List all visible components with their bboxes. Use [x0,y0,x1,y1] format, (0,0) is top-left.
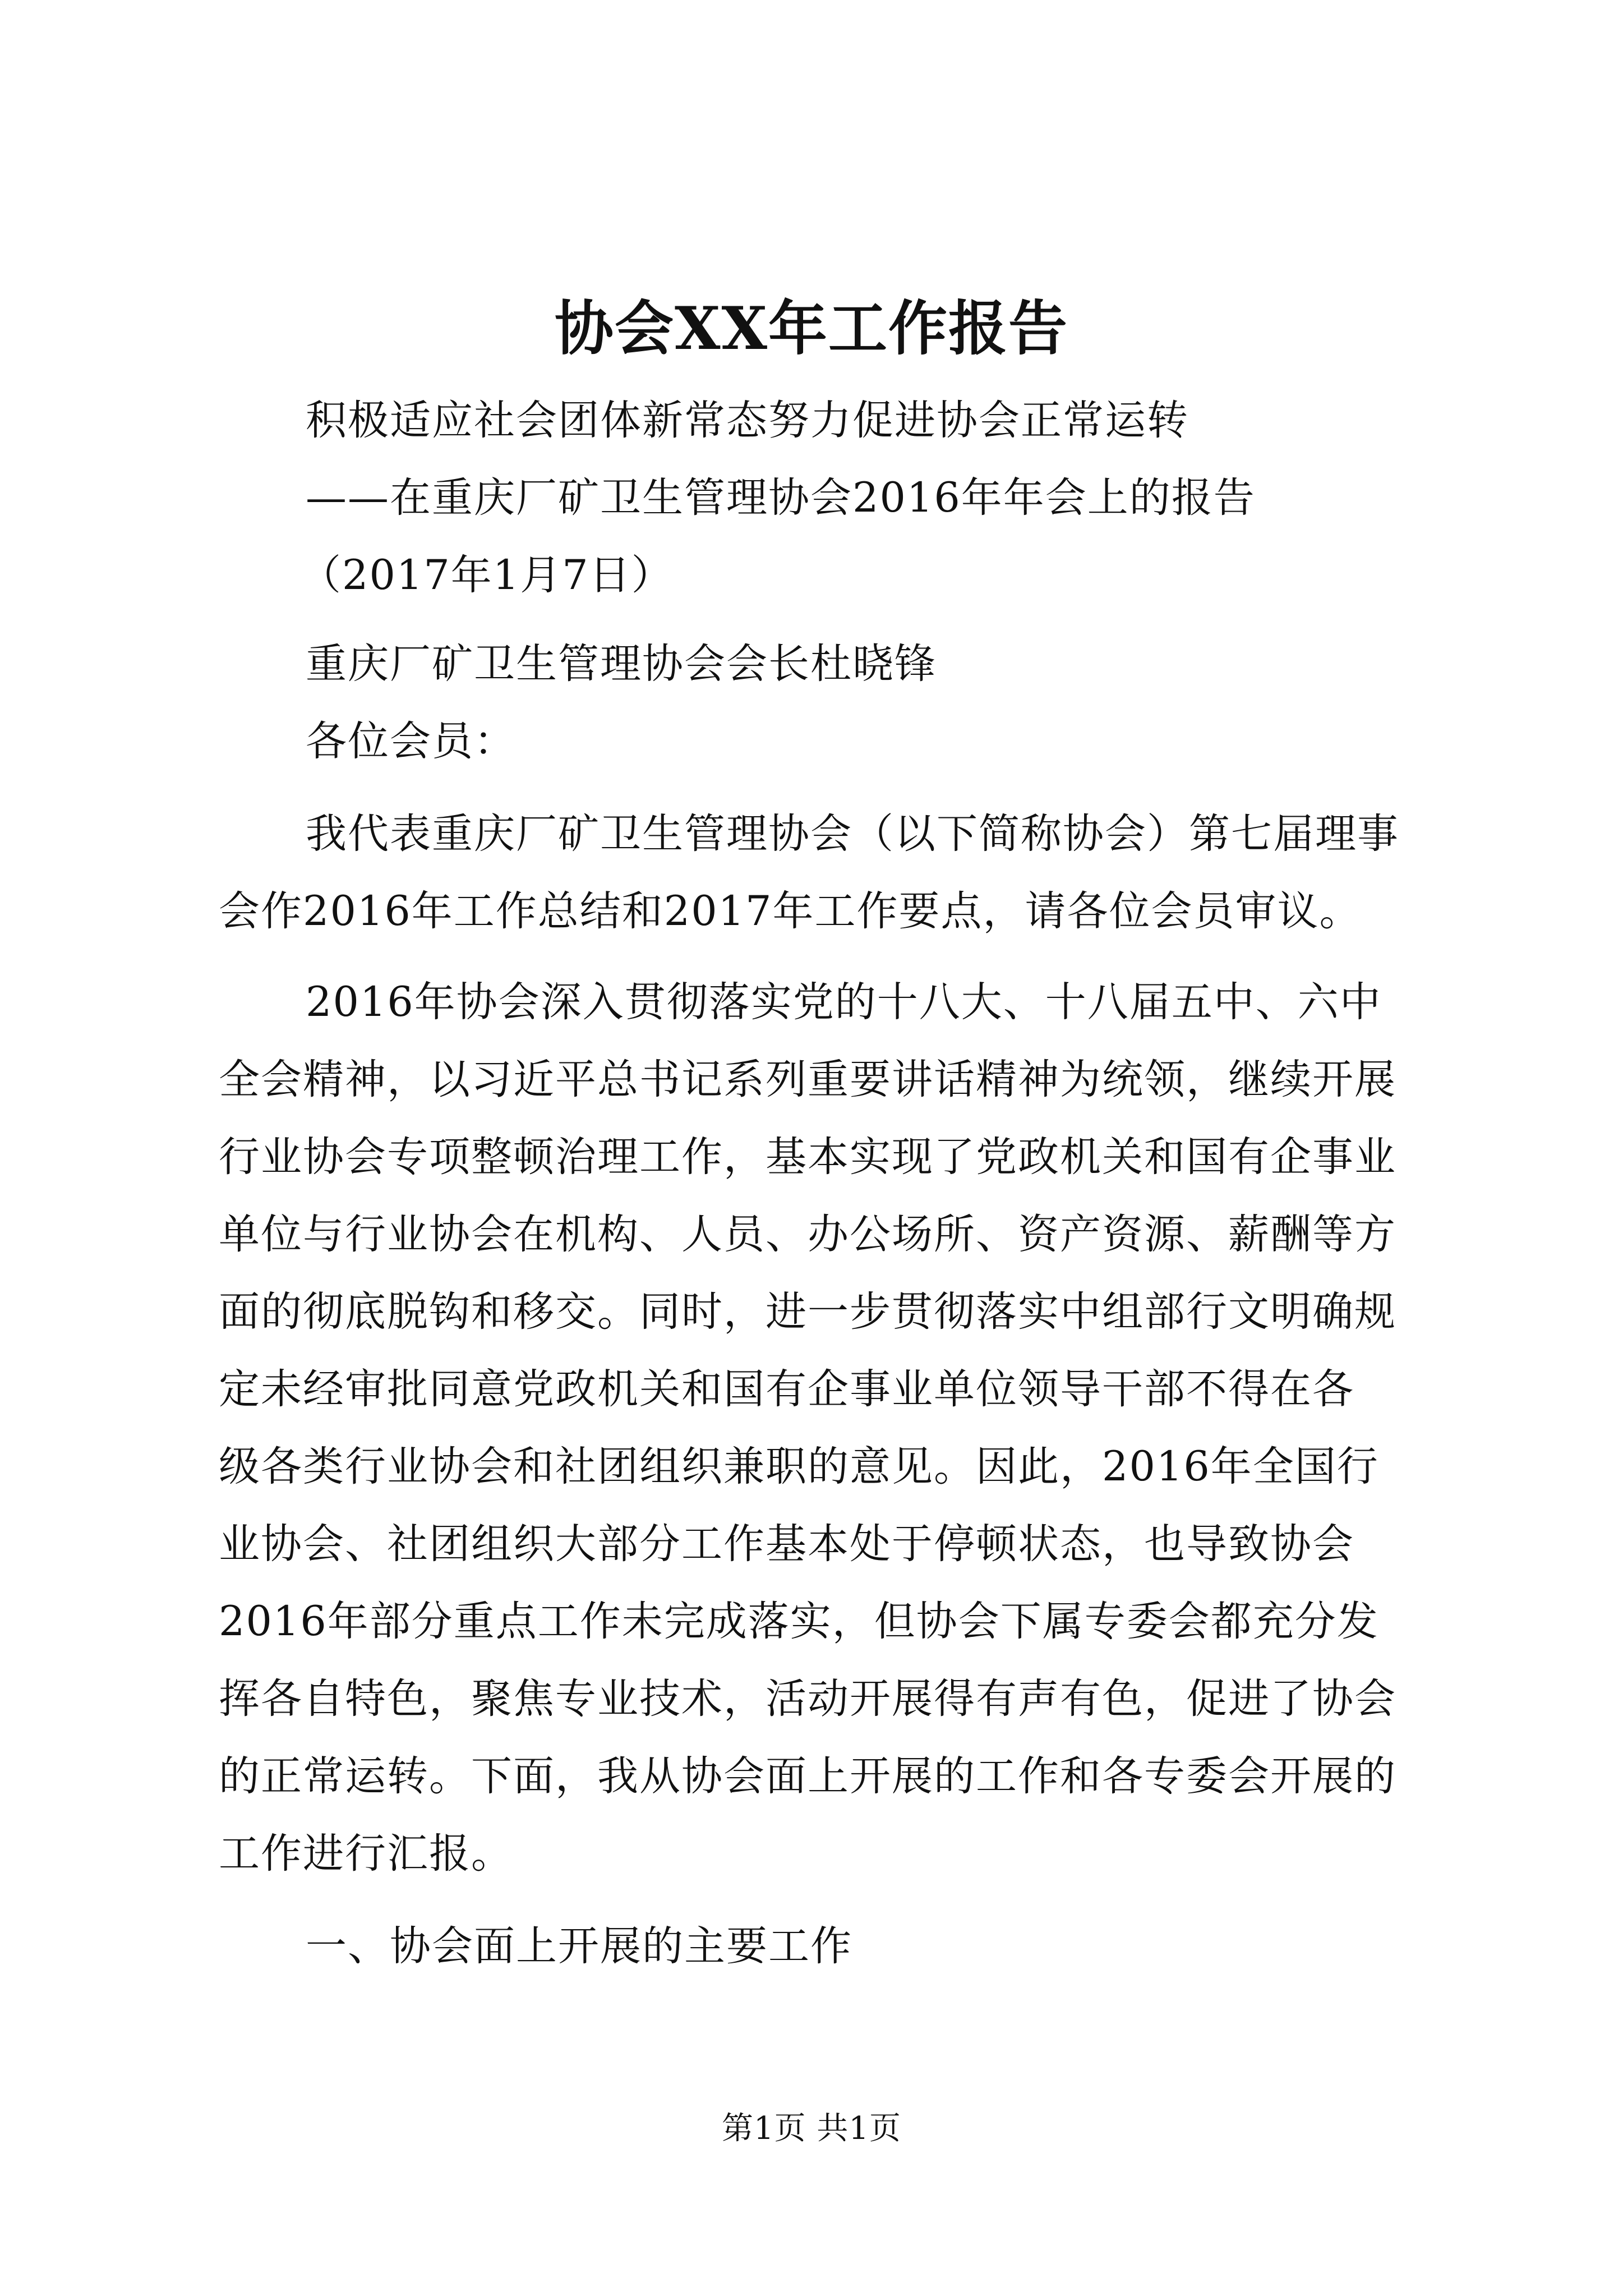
subheading: ——在重庆厂矿卫生管理协会2016年年会上的报告 [306,474,1256,522]
paragraph-2-line: 挥各自特色，聚焦专业技术，活动开展得有声有色，促进了协会 [219,1675,1396,1723]
paragraph-2-line: 定未经审批同意党政机关和国有企事业单位领导干部不得在各 [219,1365,1354,1413]
report-date: （2017年1月7日） [300,551,674,599]
paragraph-2-line: 级各类行业协会和社团组织兼职的意见。因此，2016年全国行 [219,1443,1379,1490]
subtitle: 积极适应社会团体新常态努力促进协会正常运转 [306,397,1189,444]
document-title: 协会XX年工作报告 [555,293,1068,363]
paragraph-2-line: 业协会、社团组织大部分工作基本处于停顿状态，也导致协会 [219,1520,1354,1568]
section-heading: 一、协会面上开展的主要工作 [306,1922,852,1970]
paragraph-2-line: 单位与行业协会在机构、人员、办公场所、资产资源、薪酬等方 [219,1211,1396,1258]
paragraph-2-line: 2016年部分重点工作未完成落实，但协会下属专委会都充分发 [219,1598,1379,1645]
paragraph-1-line: 会作2016年工作总结和2017年工作要点，请各位会员审议。 [219,887,1362,935]
paragraph-1-line: 我代表重庆厂矿卫生管理协会（以下简称协会）第七届理事 [306,810,1399,858]
paragraph-2-line: 2016年协会深入贯彻落实党的十八大、十八届五中、六中 [306,978,1382,1026]
paragraph-2-line: 全会精神，以习近平总书记系列重要讲话精神为统领，继续开展 [219,1056,1396,1103]
salutation: 各位会员： [306,717,516,765]
paragraph-2-line: 面的彻底脱钩和移交。同时，进一步贯彻落实中组部行文明确规 [219,1288,1396,1336]
paragraph-2-line: 行业协会专项整顿治理工作，基本实现了党政机关和国有企事业 [219,1133,1396,1181]
page-footer: 第1页 共1页 [721,2110,902,2147]
paragraph-2-line: 工作进行汇报。 [219,1830,513,1878]
author-line: 重庆厂矿卫生管理协会会长杜晓锋 [306,640,937,688]
paragraph-2-line: 的正常运转。下面，我从协会面上开展的工作和各专委会开展的 [219,1752,1396,1800]
